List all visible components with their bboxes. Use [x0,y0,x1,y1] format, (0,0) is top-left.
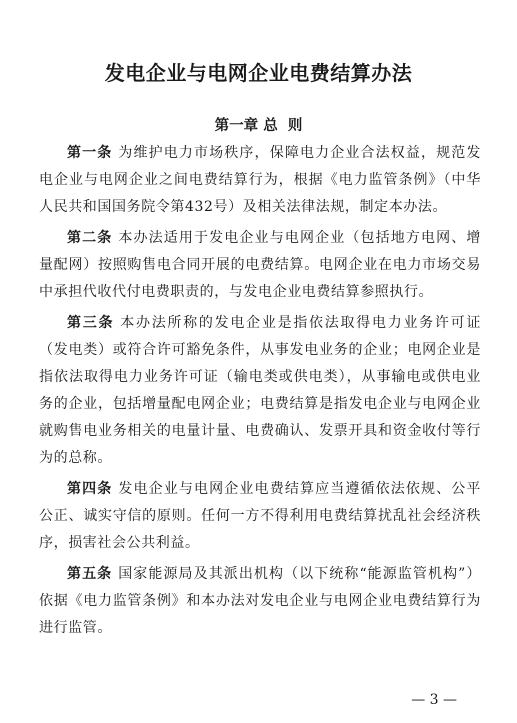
article-4-text: 发电企业与电网企业电费结算应当遵循依法依规、公平公正、诚实守信的原则。任何一方不得利用电费结算扰乱社会经济秩序，损害社会公共利益。 [39,481,481,551]
chapter-heading: 第一章 总 则 [214,117,303,134]
article-3 [39,310,481,472]
document-title: 发电企业与电网企业电费结算办法 [104,61,413,86]
article-3-label: 第三条 [67,315,115,331]
article-1-text: 为维护电力市场秩序，保障电力企业合法权益，规范发电企业与电网企业之间电费结算行为，根据《电力监管条例》（中华人民共和国国务院令第432号）及相关法律法规，制定本办法。 [39,145,481,215]
document-body [39,140,481,646]
article-1-label: 第一条 [67,145,113,161]
article-4-label: 第四条 [67,481,113,497]
article-2 [39,225,481,306]
article-2-text: 本办法适用于发电企业与电网企业（包括地方电网、增量配网）按照购售电合同开展的电费结算。电网企业在电力市场交易中承担代收代付电费职责的，与发电企业电费结算参照执行。 [39,230,481,300]
article-5-text: 国家能源局及其派出机构（以下统称“能源监管机构”）依据《电力监管条例》和本办法对发电企业与电网企业电费结算行为进行监管。 [39,566,481,636]
page-number: — 3 — [411,692,457,708]
article-4 [39,476,481,557]
article-1 [39,140,481,221]
article-5 [39,561,481,642]
article-3-text: 本办法所称的发电企业是指依法取得电力业务许可证（发电类）或符合许可豁免条件，从事发电业务的企业；电网企业是指依法取得电力业务许可证（输电类或供电类），从事输电或供电业务的企业，包括增量配电网企业；电费结算是指发电企业与电网企业就购售电业务相关的电量计量、电费确认、发票开具和资金收付等行为的总称。 [39,315,481,466]
article-5-label: 第五条 [67,566,113,582]
article-2-label: 第二条 [67,230,113,246]
